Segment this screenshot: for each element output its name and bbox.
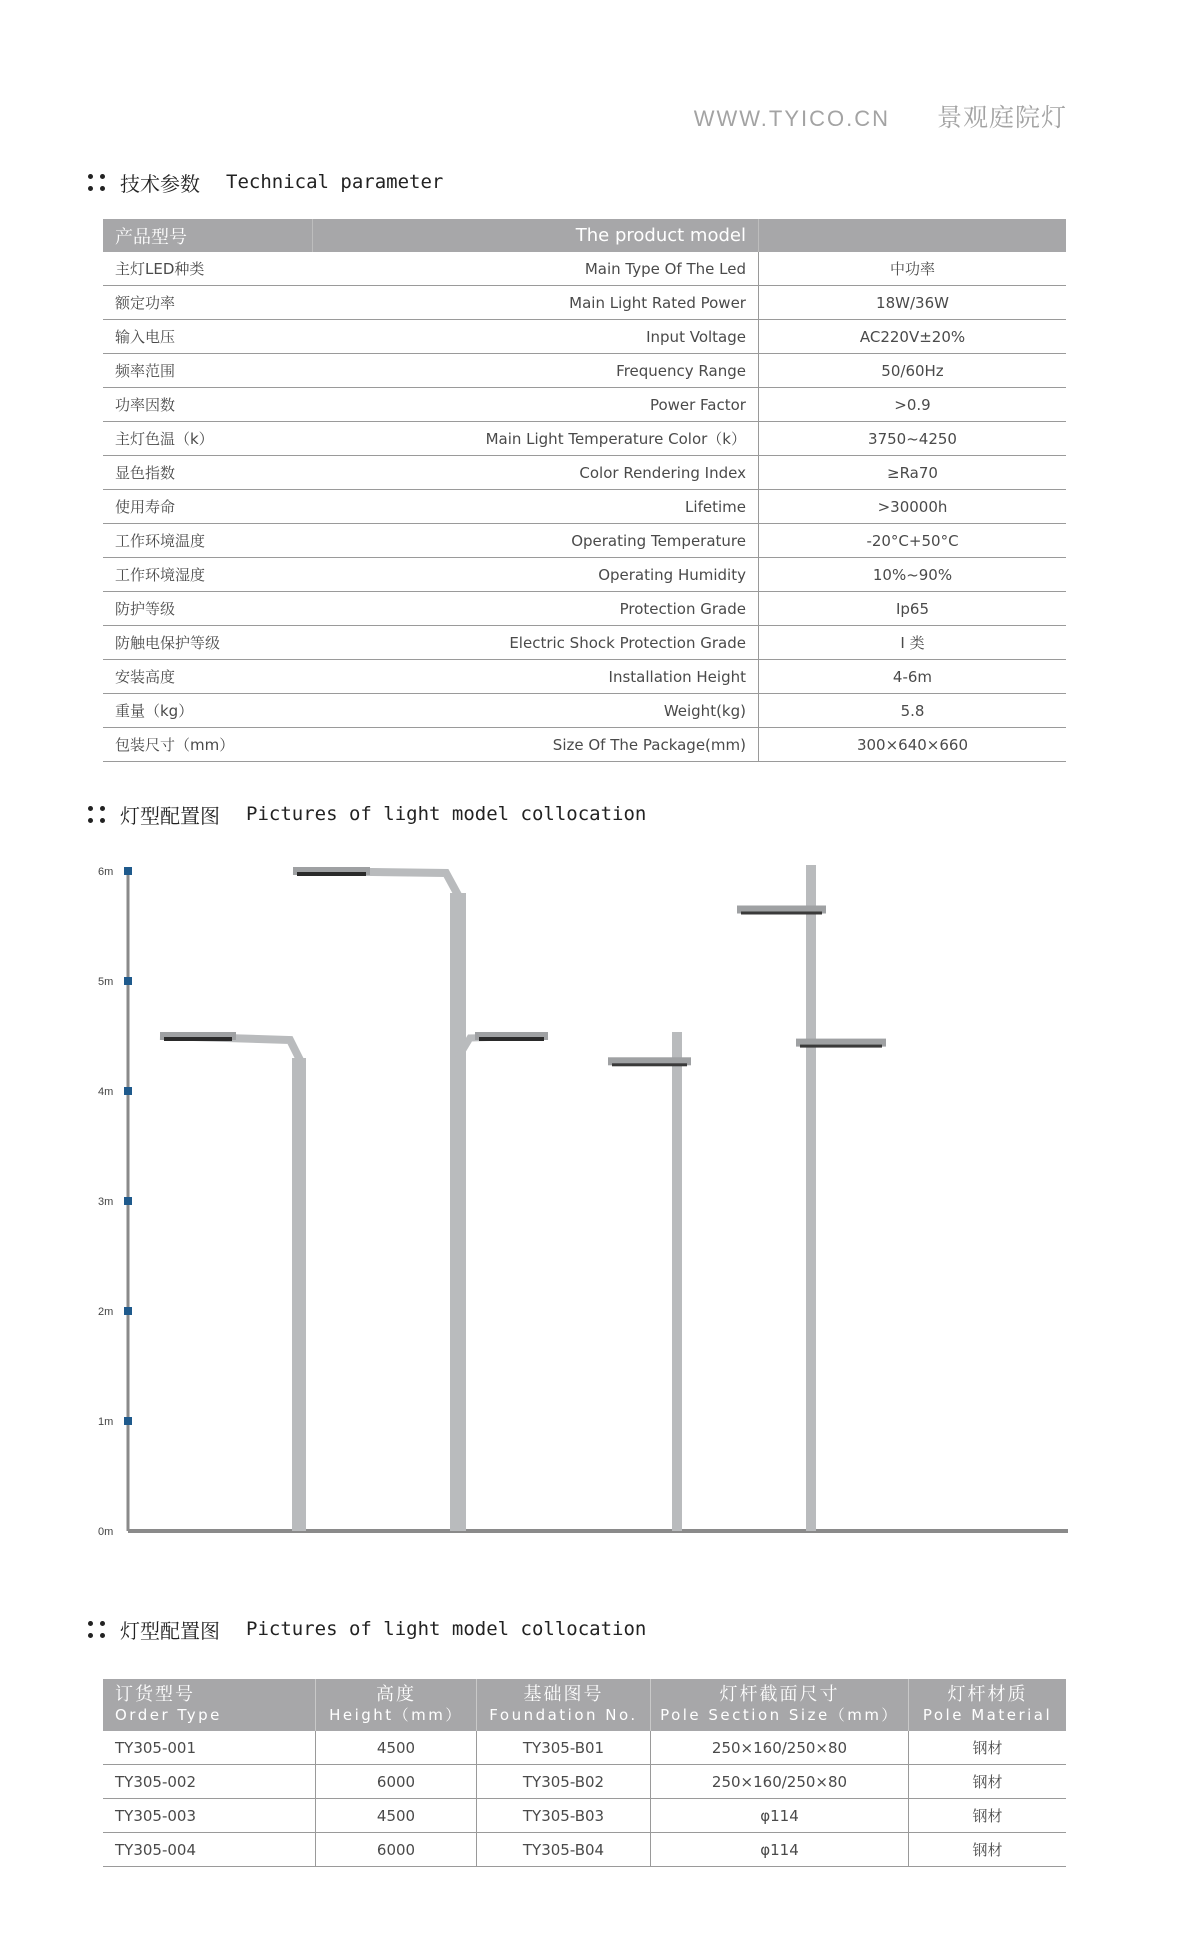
order-type-cell: TY305-002	[103, 1765, 316, 1799]
height-tick-marker	[124, 1197, 132, 1205]
order-type-cell: TY305-004	[103, 1833, 316, 1867]
foundation-cell: TY305-B04	[477, 1833, 651, 1867]
tech-table-row	[103, 626, 1066, 660]
order-type-cell: TY305-001	[103, 1731, 316, 1765]
order-header-foundation: 基础图号 Foundation No.	[477, 1679, 651, 1731]
param-name-cn: 防触电保护等级	[103, 626, 313, 660]
order-type-cell: TY305-003	[103, 1799, 316, 1833]
order-table	[103, 1679, 1066, 1867]
param-name-cn: 工作环境温度	[103, 524, 313, 558]
header-value	[758, 219, 1066, 252]
order-table-header	[103, 1679, 1066, 1731]
height-tick-marker	[124, 1087, 132, 1095]
order-title-en: Pictures of light model collocation	[246, 1618, 647, 1640]
height-tick-marker	[124, 1307, 132, 1315]
chart-background	[80, 860, 1080, 1560]
led-panel	[800, 1045, 882, 1048]
param-value: 中功率	[758, 252, 1066, 286]
tech-table-row	[103, 694, 1066, 728]
param-value: 5.8	[758, 694, 1066, 728]
header-en: The product model	[313, 219, 759, 252]
tech-table-header	[103, 219, 1066, 252]
param-name-en: Operating Temperature	[313, 524, 759, 558]
height-tick-label: 2m	[98, 1306, 114, 1318]
order-table-row	[103, 1731, 1066, 1765]
tech-param-table	[103, 219, 1066, 762]
led-panel	[479, 1037, 544, 1041]
brand-header	[694, 98, 1067, 134]
foundation-cell: TY305-B02	[477, 1765, 651, 1799]
order-header-material: 灯杆材质 Pole Material	[909, 1679, 1067, 1731]
param-name-en: Electric Shock Protection Grade	[313, 626, 759, 660]
tech-table-row	[103, 252, 1066, 286]
param-value: 300×640×660	[758, 728, 1066, 762]
section-size-cell: 250×160/250×80	[651, 1731, 909, 1765]
param-name-cn: 重量（kg）	[103, 694, 313, 728]
height-scale	[80, 860, 1080, 1560]
led-panel	[297, 872, 366, 876]
section-size-cell: 250×160/250×80	[651, 1765, 909, 1799]
pole-shaft	[450, 893, 466, 1531]
category-title: 景观庭院灯	[936, 103, 1067, 132]
led-panel	[164, 1037, 232, 1041]
param-name-cn: 使用寿命	[103, 490, 313, 524]
led-panel	[612, 1063, 687, 1066]
height-cell: 4500	[316, 1799, 477, 1833]
order-section-heading	[88, 1614, 646, 1644]
bullet-dots-icon	[88, 1619, 108, 1639]
param-value: 10%~90%	[758, 558, 1066, 592]
material-cell: 钢材	[909, 1833, 1067, 1867]
tech-table-row	[103, 558, 1066, 592]
param-name-cn: 主灯LED种类	[103, 252, 313, 286]
tech-table-row	[103, 524, 1066, 558]
bullet-dots-icon	[88, 804, 108, 824]
pole-shaft	[672, 1032, 682, 1531]
tech-table-row	[103, 388, 1066, 422]
param-name-cn: 防护等级	[103, 592, 313, 626]
param-name-cn: 显色指数	[103, 456, 313, 490]
order-table-row	[103, 1833, 1066, 1867]
order-title-cn: 灯型配置图	[120, 1618, 220, 1643]
height-tick-label: 3m	[98, 1196, 114, 1208]
param-value: AC220V±20%	[758, 320, 1066, 354]
height-tick-label: 6m	[98, 866, 114, 878]
param-value: >30000h	[758, 490, 1066, 524]
order-header-section: 灯杆截面尺寸 Pole Section Size（mm）	[651, 1679, 909, 1731]
height-cell: 4500	[316, 1731, 477, 1765]
param-name-en: Main Light Temperature Color（k）	[313, 422, 759, 456]
height-cell: 6000	[316, 1765, 477, 1799]
param-name-cn: 额定功率	[103, 286, 313, 320]
tech-table-row	[103, 592, 1066, 626]
height-tick-marker	[124, 977, 132, 985]
tech-table-row	[103, 422, 1066, 456]
site-url[interactable]: WWW.TYICO.CN	[693, 106, 891, 131]
order-header-type: 订货型号 Order Type	[103, 1679, 316, 1731]
param-name-en: Size Of The Package(mm)	[313, 728, 759, 762]
height-tick-label: 5m	[98, 976, 114, 988]
param-value: Ⅰ 类	[758, 626, 1066, 660]
tech-table-row	[103, 728, 1066, 762]
tech-table-row	[103, 320, 1066, 354]
param-value: 3750~4250	[758, 422, 1066, 456]
param-value: 18W/36W	[758, 286, 1066, 320]
section-size-cell: φ114	[651, 1799, 909, 1833]
param-name-en: Color Rendering Index	[313, 456, 759, 490]
pole-shaft	[292, 1058, 306, 1531]
param-name-cn: 功率因数	[103, 388, 313, 422]
param-name-en: Main Light Rated Power	[313, 286, 759, 320]
param-name-en: Protection Grade	[313, 592, 759, 626]
tech-table-row	[103, 660, 1066, 694]
material-cell: 钢材	[909, 1799, 1067, 1833]
collocation-title-en: Pictures of light model collocation	[246, 803, 647, 825]
led-panel	[741, 912, 822, 915]
height-tick-marker	[124, 867, 132, 875]
tech-table-row	[103, 490, 1066, 524]
foundation-cell: TY305-B01	[477, 1731, 651, 1765]
collocation-title-cn: 灯型配置图	[120, 803, 220, 828]
order-header-height: 高度 Height（mm）	[316, 1679, 477, 1731]
param-name-cn: 安装高度	[103, 660, 313, 694]
lamp-collocation-chart	[80, 860, 1080, 1560]
param-value: >0.9	[758, 388, 1066, 422]
tech-table-row	[103, 286, 1066, 320]
param-name-en: Main Type Of The Led	[313, 252, 759, 286]
param-name-en: Lifetime	[313, 490, 759, 524]
param-value: Ip65	[758, 592, 1066, 626]
collocation-section-heading	[88, 799, 646, 829]
param-name-cn: 工作环境湿度	[103, 558, 313, 592]
param-name-cn: 主灯色温（k）	[103, 422, 313, 456]
param-name-en: Frequency Range	[313, 354, 759, 388]
foundation-cell: TY305-B03	[477, 1799, 651, 1833]
param-value: -20°C+50°C	[758, 524, 1066, 558]
tech-section-heading	[88, 167, 443, 197]
param-value: 4-6m	[758, 660, 1066, 694]
tech-title-cn: 技术参数	[120, 171, 200, 196]
param-name-en: Power Factor	[313, 388, 759, 422]
param-name-en: Operating Humidity	[313, 558, 759, 592]
param-value: 50/60Hz	[758, 354, 1066, 388]
height-tick-label: 1m	[98, 1416, 114, 1428]
order-table-row	[103, 1765, 1066, 1799]
tech-table-row	[103, 354, 1066, 388]
tech-title-en: Technical parameter	[226, 171, 444, 193]
material-cell: 钢材	[909, 1731, 1067, 1765]
height-cell: 6000	[316, 1833, 477, 1867]
order-table-row	[103, 1799, 1066, 1833]
param-value: ≥Ra70	[758, 456, 1066, 490]
material-cell: 钢材	[909, 1765, 1067, 1799]
section-size-cell: φ114	[651, 1833, 909, 1867]
tech-table-row	[103, 456, 1066, 490]
param-name-en: Input Voltage	[313, 320, 759, 354]
pole-shaft	[806, 865, 816, 1531]
header-cn: 产品型号	[103, 219, 313, 252]
param-name-en: Installation Height	[313, 660, 759, 694]
height-tick-marker	[124, 1417, 132, 1425]
param-name-cn: 频率范围	[103, 354, 313, 388]
param-name-en: Weight(kg)	[313, 694, 759, 728]
bullet-dots-icon	[88, 172, 108, 192]
param-name-cn: 包装尺寸（mm）	[103, 728, 313, 762]
param-name-cn: 输入电压	[103, 320, 313, 354]
height-tick-label: 4m	[98, 1086, 114, 1098]
height-tick-label: 0m	[98, 1526, 114, 1538]
